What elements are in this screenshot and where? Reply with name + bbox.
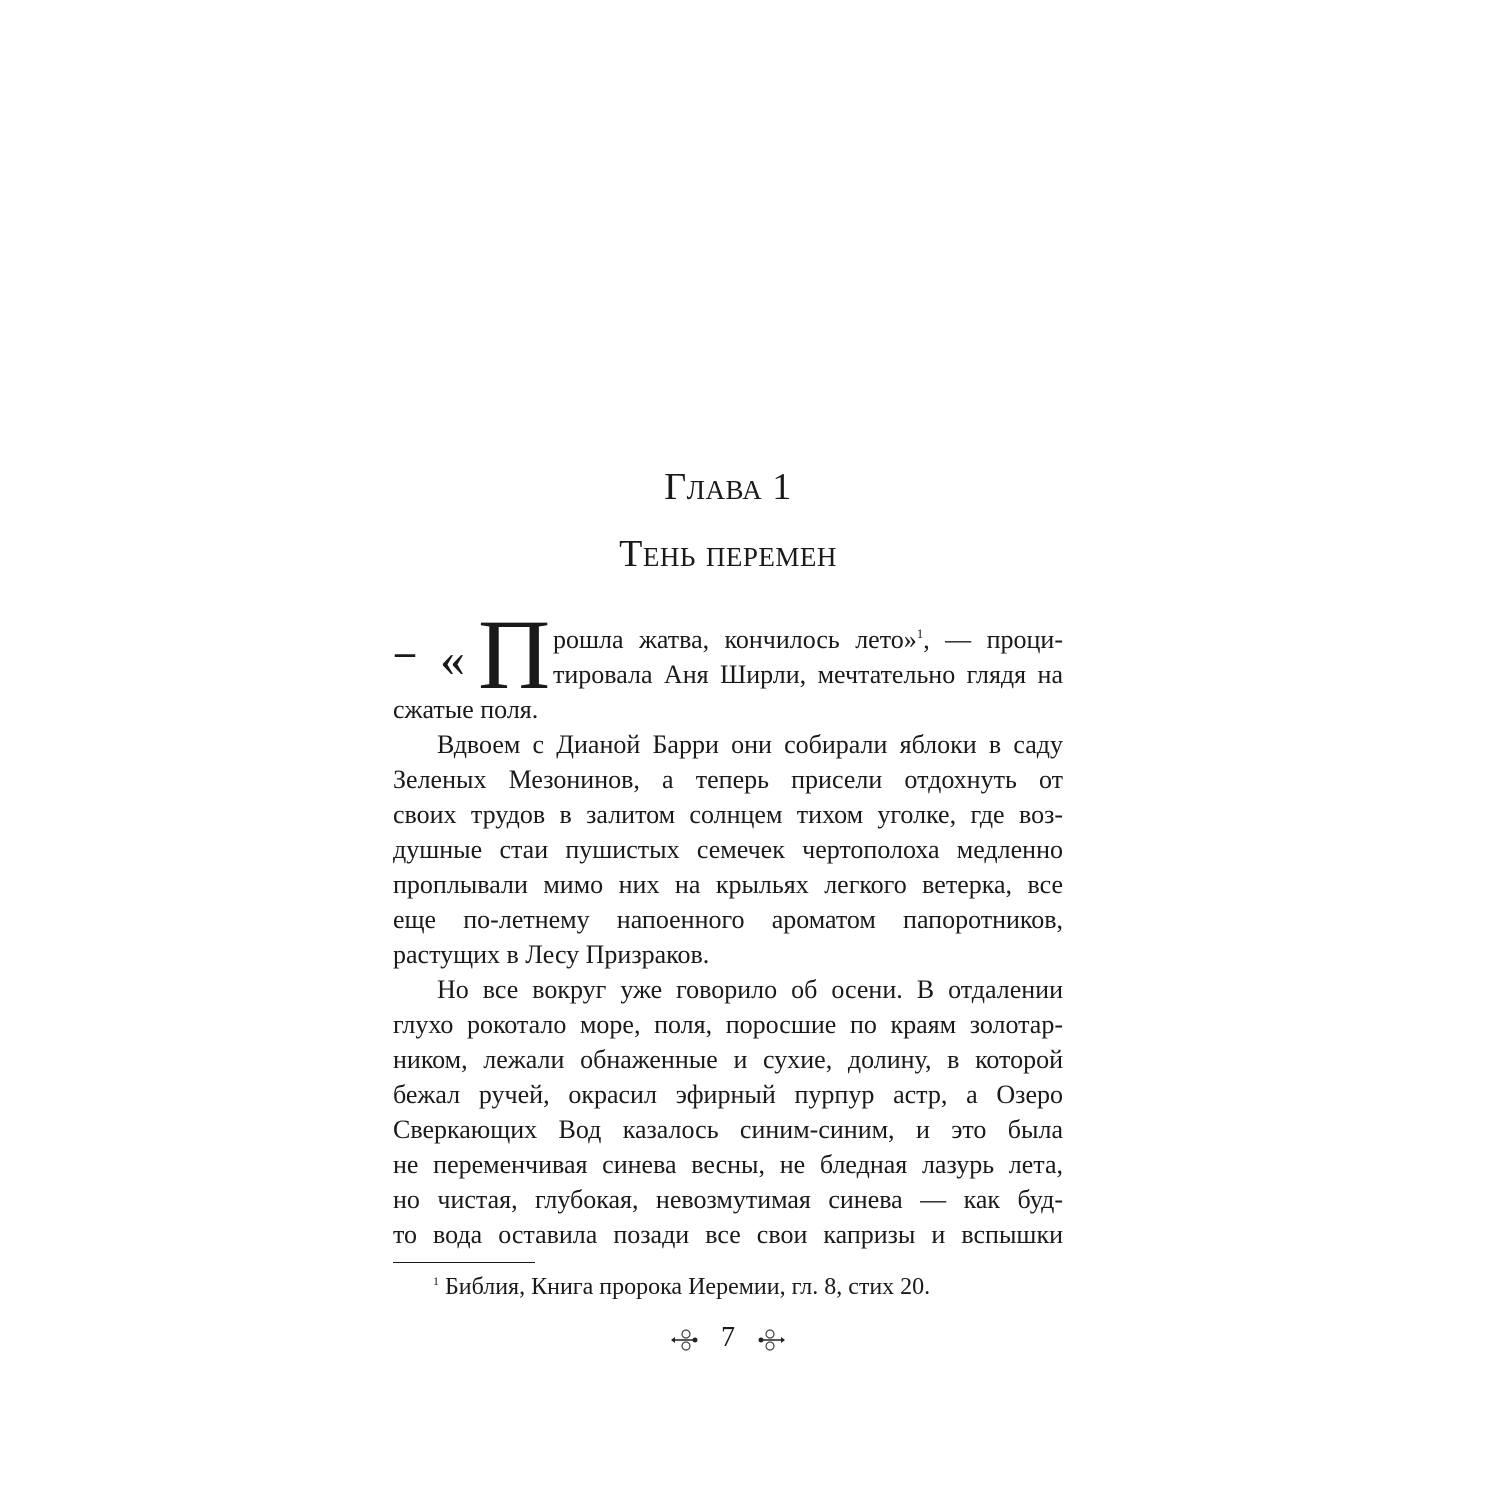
footnote-ref: 1	[916, 626, 924, 641]
flourish-ornament-icon	[757, 1327, 787, 1353]
text-line: Сверкающих Вод казалось синим-синим, и это была	[393, 1115, 1063, 1144]
text-line: сжатые поля.	[393, 695, 539, 724]
drop-cap-dash: –	[395, 629, 415, 674]
text-line: глухо рокотало море, поля, поросшие по краям золотар-	[393, 1010, 1063, 1039]
text-line: ником, лежали обнаженные и сухие, долину, в которой	[393, 1045, 1063, 1074]
page-number: 7	[721, 1322, 735, 1353]
chapter-label: Глава 1	[664, 466, 792, 508]
text-line: Вдвоем с Дианой Барри они собирали яблоки в саду	[437, 730, 1063, 759]
text-line: Но все вокруг уже говорило об осени. В отдалении	[437, 975, 1063, 1004]
text-line: то вода оставила позади все свои капризы и вспышки	[393, 1220, 1063, 1249]
text-line: тировала Аня Ширли, мечтательно глядя на	[553, 660, 1063, 689]
chapter-title: Тень перемен	[619, 533, 837, 575]
text-line: бежал ручей, окрасил эфирный пурпур астр, а Озеро	[393, 1080, 1063, 1109]
footnote	[433, 1270, 930, 1304]
text-span: рошла жатва, кончилось лето»	[553, 625, 917, 654]
text-line: не переменчивая синева весны, не бледная лазурь лета,	[393, 1150, 1063, 1179]
drop-cap-letter: П	[478, 599, 551, 710]
footnote-text: Библия, Книга пророка Иеремии, гл. 8, стих 20.	[445, 1274, 931, 1300]
text-line: Зеленых Мезонинов, а теперь присели отдохнуть от	[393, 765, 1063, 794]
text-span: , — проци-	[923, 625, 1063, 654]
text-line: растущих в Лесу Призраков.	[393, 940, 710, 969]
text-line	[553, 622, 1063, 657]
flourish-ornament-icon	[669, 1327, 699, 1353]
text-line: проплывали мимо них на крыльях легкого ветерка, все	[393, 870, 1063, 899]
text-line: своих трудов в залитом солнцем тихом уголке, где воз-	[393, 800, 1063, 829]
text-line: душные стаи пушистых семечек чертополоха медленно	[393, 835, 1063, 864]
drop-cap-quote: «	[440, 631, 465, 687]
text-line: но чистая, глубокая, невозмутимая синева — как буд-	[393, 1185, 1063, 1214]
page-footer	[0, 1320, 1456, 1356]
footnote-divider	[393, 1262, 535, 1263]
text-line: еще по-летнему напоенного ароматом папоротников,	[393, 905, 1063, 934]
footnote-marker: 1	[433, 1274, 439, 1288]
